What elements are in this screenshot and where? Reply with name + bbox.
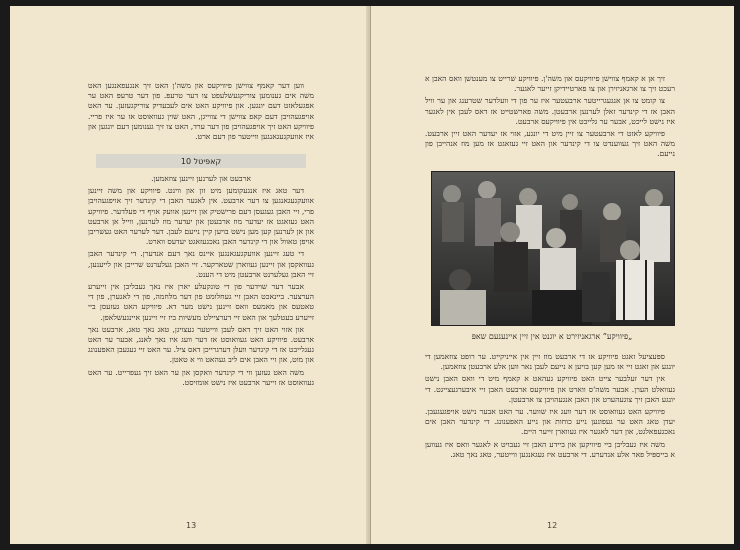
page-number: 13 [186, 521, 197, 530]
paragraph: משה איז געבליבן ביי פיוויקען און ביידע האבן זיי געבויט א לאגער וואס איז געווען א בייספּיל פאר אלע אנדערע. די ארבעט איז געגאנגען ווייטער, טאג נאך טאג. [425, 439, 675, 459]
right-top-text [425, 74, 675, 162]
photo-image [432, 172, 674, 325]
paragraph: און אזוי האט זיך דאס לעבן ווייטער געצויגן, טאג נאך טאג, ארבעט נאך ארבעט. פיוויקע האט געוואוסט אז דער וועג איז נאך לאנג, אבער ער האט געגלייבט אז די קינדער וועלן דערגרייכן דאס ציל. ער האט זיי געגעבן האפענונג און מוט, און זיי האבן אים ליב געהאט ווי א טאטן. [88, 324, 314, 365]
paragraph: זיך אן א קאמף צווישן פיוויקעס און משה'ן. פיוויקע שרייט צו מענטשן וואס האבן א רעכט זיך צו ארגאניזירן און צו פארטיידיקן זייער לאגער. [425, 74, 675, 94]
paragraph: ארבעט און לערנען זיינען צוזאמען. [151, 174, 251, 183]
paragraph: פיוויקע האט געוואוסט אז דער וועג איז שווער. ער האט אבער נישט אויפגעגעבן. יעדן טאג האט ער געפונען נייע כוחות און נייע האפענונג. די קינדער האבן אים נאכגעפאלגט, און דער לאגער איז געווארן זייער היים. [425, 407, 675, 437]
photo-caption: „פיוויקע” ארגאניזירט א יוגנט אין זיין איינענעם שאפּ [471, 332, 633, 341]
paragraph: פיוויקע לאזט די ארבעטער צו זיין מיט די יונגע, אזוי אז יעדער האט זיין ארבעט. משה האט זיך געווענדט צו די קינדער און האט זיי געזאגט אז מען מוז אנהייבן פון נייעם. [425, 129, 675, 159]
paragraph: דער טאג איז אנגעקומען מיט זון און ווינט. פיוויקע און משה זיינען אוועקגעגאנגען צו דער ארבעט. אין לאגער האבן די קינדער זיך אויפגעהויבן פרי, זיי האבן געגעסן דעם פרישטיק און זיינען אוועק אויף די פעלדער. פיוויקע האט געזאגט אז יעדער מוז ארבעטן און יעדער מוז לערנען, ווייל אן ארבעט און אן לערנען קען מען נישט בויען קיין נייעם לעבן. דער לערער האט געשריבן אויפן טאוול און די קינדער האבן נאכגעזאגט יעדעס ווארט. [88, 186, 314, 247]
paragraph: אבער דער שוידער פון די טונקעלע יארן איז נאך געבליבן אין זייערע הערצער. ביינאכט האבן זיי געחלומט פון דער מלחמה, פון די לאגערן, פון די טאטעס און מאמעס וואס זיינען נישט מער דא. פיוויקע האט געזעסן ביי זייערע בעטלעך און האט זיי דערציילט מעשיות ביז זיי זיינען איינגעשלאפן. [88, 282, 314, 322]
paragraph: ספּעציעל זאגט פיוויקע אז די ארבעט מוז זיין אין אייניקייט. ער רופט צוזאמען די יונגע און זאגט זיי אז מען קען בויען א נייעם לעבן נאר ווען אלע ארבעטן צוזאמען. [425, 352, 675, 372]
paragraph: די טעג זיינען אוועקגעגאנגען איינס נאך דעם אנדערן. די קינדער האבן געוואקסן און זיינען געווארן שטארקער. זיי האבן געלערנט שרייבן און לייענען, זיי האבן געלערנט ארבעטן מיט די הענט. [88, 249, 314, 279]
paragraph: ווען דער קאמף צווישן פיוויקעס און משה'ן האט זיך אנגעפאנגען האט משה אים גענומען צוריקגעשלעפט צו דער טרעפּ. פון דער טרעפּ האט ער אפגעלאזט דעם יונגען. און פיוויקע האט אים לעבעדיק צוריקגעזען. ער האט אויפגעהויבן דעם קאפ צווישן די צווייגן, האט שוין געוואוסט אז ער איז פריי. פיוויקע האט זיך אויפגעהויבן פון דער ערד, האט צו זיך גענומען דעם יונגען און איז אוועקגעגאנגען ווייטער פון דעם ארט. [88, 81, 314, 142]
chapter-heading: קאפּיטל 10 [180, 156, 222, 166]
right-bottom-text [425, 352, 675, 462]
paragraph: משה האט געזען ווי די קינדער וואקסן און ער האט זיך געפרייט. ער האט געוואוסט אז זייער ארבעט איז נישט אומזיסט. [88, 367, 314, 387]
left-bottom-text [88, 174, 314, 390]
left-page [10, 6, 371, 544]
right-page [371, 6, 734, 544]
group-photo [431, 171, 675, 326]
book-spread [10, 6, 734, 544]
paragraph: אין דער זעלבער צייט האט פיוויקע געהאט א קאמף מיט די וואס האבן נישט געוואלט הערן. אבער משה'ס ווארט און פיוויקעס ארבעט האבן זיי איבערגעצייגט. די יונגע האבן זיך צוגעהערט און האבן אנגעהויבן צו ארבעטן. [425, 374, 675, 404]
left-top-text [88, 81, 314, 144]
paragraph: צו קומט צו אן אנגעגרייטער ארבעטער איז ער פון די וועלדער שטרענג און ער וויל האבן אז די קינדער זאלן לערנען ארבעטן. משה פארשטייט אז דאס לעבן אין לאגער איז נישט לייכט, אבער ער גלייבט אין פיוויקעס ארבעט. [425, 96, 675, 126]
page-number: 12 [547, 521, 558, 530]
chapter-heading-box [96, 154, 306, 168]
